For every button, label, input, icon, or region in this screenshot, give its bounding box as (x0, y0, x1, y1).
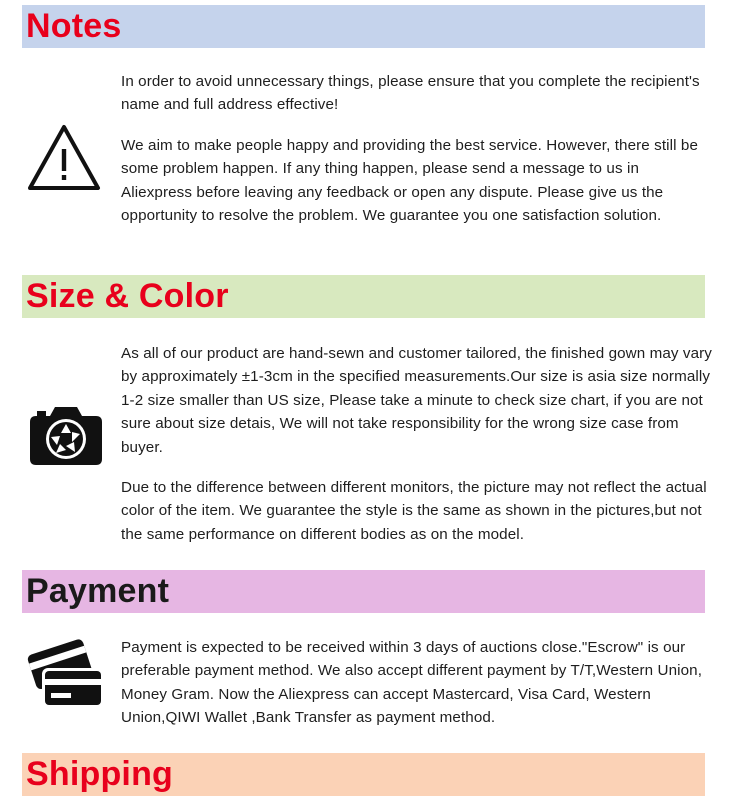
color-paragraph: Due to the difference between different monitors, the picture may not reflect the actual color of the item. We guarantee the style is the same as shown in the pictures,but not the same performance on different bodies as on the model. (121, 479, 707, 543)
size-paragraph-1: As all of our product are hand-sewn and customer tailored, the finished gown may vary by approximately ±1-3cm in the specified measurements.Our size is asia size normally 1-2 size smaller than US size, Please take a minute to check size chart, if you are not sure about size detais, We will not take responsibility for the wrong size case from buyer. (121, 345, 712, 456)
size-color-heading-bar (22, 275, 705, 318)
payment-paragraph: Payment is expected to be received within 3 days of auctions close."Escrow" is our preferable payment method. We also accept different payment by T/T,Western Union, Money Gram. Now the Aliexpress can accept Mastercard, Visa Card, Western Union,QIWI Wallet ,Bank Transfer as payment method. (121, 639, 703, 727)
notes-paragraph-1: In order to avoid unnecessary things, please ensure that you complete the recipient's name and full address effective! (121, 73, 700, 114)
payment-heading-bar (22, 570, 705, 613)
camera-icon (28, 404, 104, 466)
notes-heading-bar (22, 5, 705, 48)
notes-title: Notes (26, 7, 122, 45)
warning-triangle-icon (26, 122, 102, 194)
credit-cards-icon (26, 632, 106, 712)
payment-title: Payment (26, 572, 170, 610)
shipping-title: Shipping (26, 755, 174, 793)
size-color-title: Size & Color (26, 277, 229, 315)
notes-paragraph-2: We aim to make people happy and providing the best service. However, there still be some problem happen. If any thing happen, please send a message to us in Aliexpress before leaving any feedback or open any dispute. Please give us the opportunity to resolve the problem. We guarantee you one satisfaction solution. (121, 137, 699, 225)
shipping-heading-bar (22, 753, 705, 796)
